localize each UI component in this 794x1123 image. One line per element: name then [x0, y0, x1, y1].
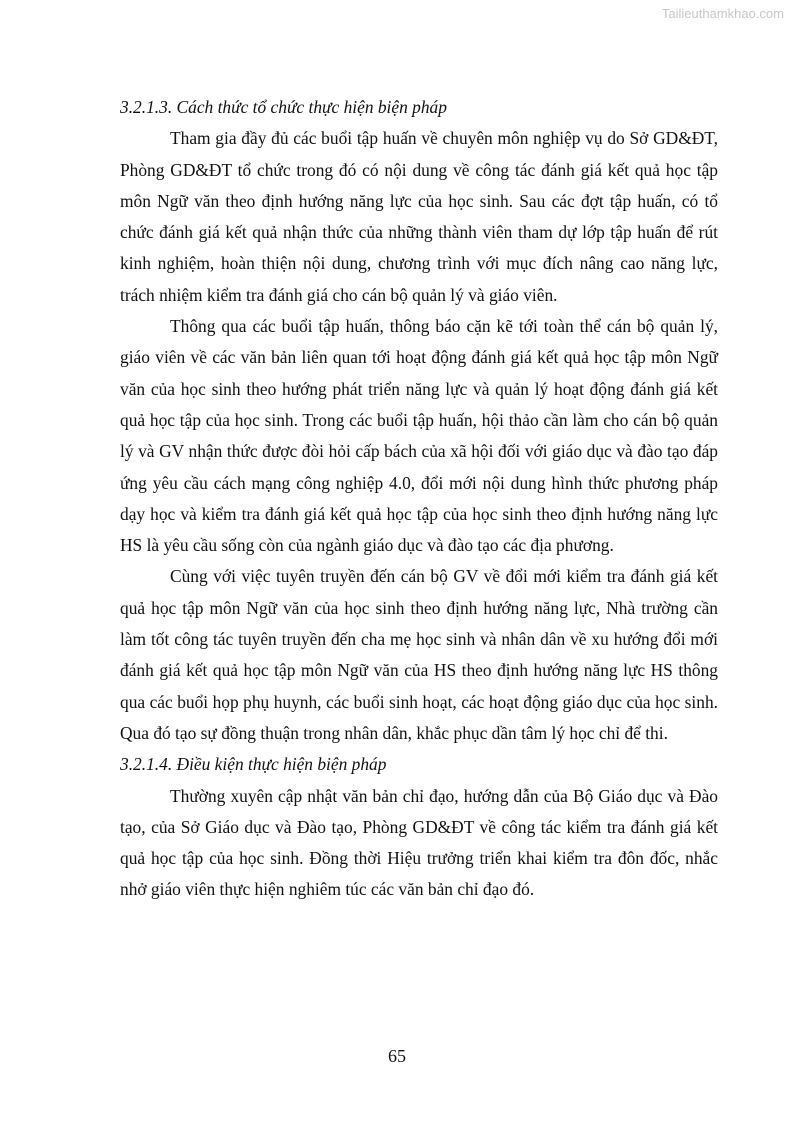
watermark-text: Tailieuthamkhao.com [661, 6, 784, 21]
document-body [120, 92, 718, 906]
page-number: 65 [388, 1046, 406, 1066]
section-heading-3-2-1-3: 3.2.1.3. Cách thức tổ chức thực hiện biện pháp [120, 97, 447, 117]
paragraph: Thông qua các buổi tập huấn, thông báo cặn kẽ tới toàn thể cán bộ quản lý, giáo viên về các văn bản liên quan tới hoạt động đánh giá kết quả học tập môn Ngữ văn của học sinh theo hướng phát triển năng lực và quản lý hoạt động đánh giá kết quả học tập của học sinh. Trong các buổi tập huấn, hội thảo cần làm cho cán bộ quản lý và GV nhận thức được đòi hỏi cấp bách của xã hội đối với giáo dục và đào tạo đáp ứng yêu cầu cách mạng công nghiệp 4.0, đổi mới nội dung hình thức phương pháp dạy học và kiểm tra đánh giá kết quả học tập của học sinh theo định hướng năng lực HS là yêu cầu sống còn của ngành giáo dục và đào tạo các địa phương. [120, 316, 718, 556]
paragraph: Thường xuyên cập nhật văn bản chỉ đạo, hướng dẫn của Bộ Giáo dục và Đào tạo, của Sở Giáo dục và Đào tạo, Phòng GD&ĐT về công tác kiểm tra đánh giá kết quả học tập của học sinh. Đồng thời Hiệu trưởng triển khai kiểm tra đôn đốc, nhắc nhở giáo viên thực hiện nghiêm túc các văn bản chỉ đạo đó. [120, 785, 718, 900]
paragraph: Cùng với việc tuyên truyền đến cán bộ GV về đổi mới kiểm tra đánh giá kết quả học tập môn Ngữ văn của học sinh theo định hướng năng lực, Nhà trường cần làm tốt công tác tuyên truyền đến cha mẹ học sinh và nhân dân về xu hướng đổi mới đánh giá kết quả học tập môn Ngữ văn của HS theo định hướng năng lực HS thông qua các buổi họp phụ huynh, các buổi sinh hoạt, các hoạt động giáo dục của học sinh. Qua đó tạo sự đồng thuận trong nhân dân, khắc phục dần tâm lý học chỉ để thi. [120, 566, 718, 743]
paragraph: Tham gia đầy đủ các buổi tập huấn về chuyên môn nghiệp vụ do Sở GD&ĐT, Phòng GD&ĐT tổ chức trong đó có nội dung về công tác đánh giá kết quả học tập môn Ngữ văn theo định hướng năng lực của học sinh. Sau các đợt tập huấn, có tổ chức đánh giá kết quả nhận thức của những thành viên tham dự lớp tập huấn để rút kinh nghiệm, hoàn thiện nội dung, chương trình với mục đích nâng cao năng lực, trách nhiệm kiểm tra đánh giá cho cán bộ quản lý và giáo viên. [120, 128, 718, 305]
section-heading-3-2-1-4: 3.2.1.4. Điều kiện thực hiện biện pháp [120, 754, 387, 775]
